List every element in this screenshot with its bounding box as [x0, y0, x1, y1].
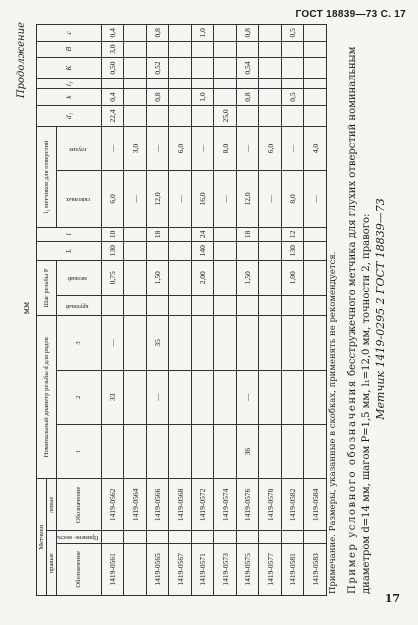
cell-c: 0,8 [146, 25, 169, 42]
cell-l: 24 [191, 227, 214, 241]
cell-B [259, 41, 282, 57]
cell-B: 3,0 [101, 41, 124, 57]
cell-row3 [191, 316, 214, 370]
cell-fine [169, 260, 192, 295]
cell-B [281, 41, 304, 57]
table-row [191, 25, 214, 596]
rotated-page [14, 18, 404, 598]
cell-right-code: 1419-0573 [214, 543, 237, 595]
cell-k [169, 89, 192, 105]
cell-K: 0,50 [101, 57, 124, 78]
cell-blind: 6,0 [169, 127, 192, 171]
cell-row3 [304, 316, 327, 370]
cell-coarse [169, 295, 192, 315]
cell-l: 18 [236, 227, 259, 241]
col-blind-cell [57, 127, 102, 171]
cell-K [259, 57, 282, 78]
cell-blind: — [236, 127, 259, 171]
cell-fine [304, 260, 327, 295]
cell-l3 [101, 79, 124, 89]
cell-d1: 22,4 [101, 105, 124, 126]
page-number: 17 [384, 592, 400, 605]
col-row3: 3 [57, 316, 102, 370]
cell-fine: 1,00 [281, 260, 304, 295]
cell-k [124, 89, 147, 105]
cell-k [259, 89, 282, 105]
cell-through: — [259, 170, 282, 227]
table-row [259, 25, 282, 596]
cell-coarse [124, 295, 147, 315]
cell-k: 1,0 [191, 89, 214, 105]
cell-k: 0,5 [281, 89, 304, 105]
cell-applic-r [146, 531, 169, 543]
cell-applic-r [214, 531, 237, 543]
cell-through: — [169, 170, 192, 227]
cell-through: 16,0 [191, 170, 214, 227]
cell-l: 18 [146, 227, 169, 241]
table-row [214, 25, 237, 596]
cell-K [281, 57, 304, 78]
cell-L [169, 241, 192, 260]
col-designation-right: Обозначение [57, 543, 102, 595]
cell-d1 [304, 105, 327, 126]
cell-row2: — [236, 370, 259, 424]
cell-right-code: 1419-0561 [101, 543, 124, 595]
cell-blind: — [101, 127, 124, 171]
cell-row2 [281, 370, 304, 424]
cell-row1 [101, 424, 124, 478]
col-right: правые [47, 531, 57, 596]
col-coarse: крупный [66, 302, 89, 309]
cell-coarse [281, 295, 304, 315]
cell-d1 [146, 105, 169, 126]
cell-applic-r [124, 531, 147, 543]
table-note: Примечание. Размеры, указанные в скобках, применять не рекомендуется. [328, 251, 338, 594]
col-fine-cell [57, 260, 102, 295]
cell-through: — [214, 170, 237, 227]
cell-coarse [304, 295, 327, 315]
cell-right-code: 1419-0583 [304, 543, 327, 595]
cell-k: 0,8 [236, 89, 259, 105]
cell-c [214, 25, 237, 42]
col-applic-right: Примене- мость [57, 534, 99, 541]
cell-c [259, 25, 282, 42]
cell-left-code: 1419-0562 [101, 479, 124, 531]
cell-K [169, 57, 192, 78]
cell-d1 [169, 105, 192, 126]
cell-row1 [304, 424, 327, 478]
cell-c [169, 25, 192, 42]
cell-L: 140 [191, 241, 214, 260]
designation-example [346, 24, 389, 594]
continuation-label: Продолжение [16, 22, 27, 99]
cell-applic-r [169, 531, 192, 543]
cell-blind: — [191, 127, 214, 171]
col-c: c [37, 25, 102, 42]
cell-row2 [124, 370, 147, 424]
cell-applic-r [101, 531, 124, 543]
cell-L [236, 241, 259, 260]
cell-c [304, 25, 327, 42]
cell-right-code: 1419-0575 [236, 543, 259, 595]
cell-blind: 3,0 [124, 127, 147, 171]
table-row [146, 25, 169, 596]
cell-row1 [259, 424, 282, 478]
col-coarse-cell [57, 295, 102, 315]
cell-l [304, 227, 327, 241]
table-row [281, 25, 304, 596]
cell-c: 1,0 [191, 25, 214, 42]
cell-l [169, 227, 192, 241]
cell-row1 [281, 424, 304, 478]
table-row [304, 25, 327, 596]
cell-l3 [281, 79, 304, 89]
cell-k: 0,4 [101, 89, 124, 105]
cell-K: 0,52 [146, 57, 169, 78]
example-heading: Пример условного обозначения [347, 379, 358, 594]
col-B: B [37, 41, 102, 57]
cell-k [214, 89, 237, 105]
cell-fine [124, 260, 147, 295]
cell-k [304, 89, 327, 105]
cell-l3 [146, 79, 169, 89]
col-left: левые [47, 479, 57, 531]
cell-L [146, 241, 169, 260]
col-through-cell [57, 170, 102, 227]
col-designation-left: Обозначение [57, 479, 102, 531]
cell-row3 [281, 316, 304, 370]
cell-row3 [214, 316, 237, 370]
col-row2: 2 [57, 370, 102, 424]
cell-applic-r [304, 531, 327, 543]
cell-l: 12 [281, 227, 304, 241]
cell-K [304, 57, 327, 78]
cell-blind: — [146, 127, 169, 171]
cell-row1 [169, 424, 192, 478]
cell-B [214, 41, 237, 57]
cell-B [304, 41, 327, 57]
cell-coarse [236, 295, 259, 315]
cell-K [214, 57, 237, 78]
cell-L [304, 241, 327, 260]
cell-B [146, 41, 169, 57]
example-text: бесстружечного метчика для глухих отверстий номинальным диаметром d=14 мм, шагом P=1,5 мм, l₁=12,0 мм, точности 2, правого: [347, 46, 372, 594]
cell-K [124, 57, 147, 78]
cell-k: 0,8 [146, 89, 169, 105]
col-fine: мелкий [68, 274, 88, 281]
cell-l3 [259, 79, 282, 89]
cell-row1 [146, 424, 169, 478]
cell-left-code: 1419-0568 [169, 479, 192, 531]
col-row1: 1 [57, 424, 102, 478]
col-L: L [37, 241, 102, 260]
cell-l3 [191, 79, 214, 89]
cell-fine: 2,00 [191, 260, 214, 295]
cell-d1 [124, 105, 147, 126]
taps-table [36, 24, 327, 596]
cell-through: — [124, 170, 147, 227]
cell-row3 [169, 316, 192, 370]
cell-c: 0,4 [101, 25, 124, 42]
col-l1: l₁ метчиков для отверстий [37, 127, 57, 228]
cell-left-code: 1419-0584 [304, 479, 327, 531]
cell-fine [214, 260, 237, 295]
cell-right-code: 1419-0567 [169, 543, 192, 595]
cell-l3 [169, 79, 192, 89]
cell-d1 [236, 105, 259, 126]
cell-d1 [259, 105, 282, 126]
cell-right-code: 1419-0581 [281, 543, 304, 595]
cell-right-code: 1419-0577 [259, 543, 282, 595]
cell-through: 12,0 [146, 170, 169, 227]
cell-left-code: 1419-0572 [191, 479, 214, 531]
cell-coarse [101, 295, 124, 315]
table-row [101, 25, 124, 596]
cell-row3: — [101, 316, 124, 370]
cell-left-code: 1419-0582 [281, 479, 304, 531]
cell-L: 130 [101, 241, 124, 260]
table-row [236, 25, 259, 596]
header-doc: ГОСТ 18839—73 [295, 9, 378, 20]
cell-row2 [169, 370, 192, 424]
cell-applic-r [191, 531, 214, 543]
col-l: l [37, 227, 102, 241]
cell-applic-r [281, 531, 304, 543]
cell-fine: 0,75 [101, 260, 124, 295]
cell-blind: 4,0 [304, 127, 327, 171]
cell-row2 [259, 370, 282, 424]
cell-right-code: 1419-0571 [191, 543, 214, 595]
cell-B [169, 41, 192, 57]
col-K: K [37, 57, 102, 78]
cell-L [259, 241, 282, 260]
cell-L [214, 241, 237, 260]
cell-l3 [124, 79, 147, 89]
cell-coarse [191, 295, 214, 315]
cell-l [259, 227, 282, 241]
cell-L [124, 241, 147, 260]
cell-through: — [304, 170, 327, 227]
cell-left-code: 1419-0574 [214, 479, 237, 531]
cell-l [124, 227, 147, 241]
col-through: сквозных [65, 196, 90, 203]
col-d1: d₁ [37, 105, 102, 126]
col-metchiki: Метчики [37, 479, 47, 596]
example-code: Метчик 1419-0295 2 ГОСТ 18839—73 [374, 198, 387, 420]
cell-row2 [191, 370, 214, 424]
cell-left-code: 1419-0564 [124, 479, 147, 531]
cell-row3 [236, 316, 259, 370]
cell-through: 12,0 [236, 170, 259, 227]
col-k: k [37, 89, 102, 105]
cell-fine: 1,50 [146, 260, 169, 295]
col-pitch: Шаг резьбы P [37, 260, 57, 316]
cell-row2 [304, 370, 327, 424]
table-row [169, 25, 192, 596]
cell-c [124, 25, 147, 42]
cell-B [191, 41, 214, 57]
header-page: С. 17 [380, 9, 406, 20]
cell-right-code [124, 543, 147, 595]
col-nominal: Номинальный диаметр резьбы d для рядов [37, 316, 57, 479]
col-applic-right-cell [57, 531, 102, 543]
col-blind: глухих [68, 145, 87, 152]
cell-row2: — [146, 370, 169, 424]
cell-blind: — [281, 127, 304, 171]
cell-l3 [236, 79, 259, 89]
cell-d1 [191, 105, 214, 126]
cell-row1 [191, 424, 214, 478]
cell-fine: 1,50 [236, 260, 259, 295]
cell-c: 0,5 [281, 25, 304, 42]
units-label: мм [22, 301, 31, 315]
cell-through: 8,0 [281, 170, 304, 227]
cell-d1: 25,0 [214, 105, 237, 126]
cell-coarse [146, 295, 169, 315]
cell-B [124, 41, 147, 57]
cell-applic-r [236, 531, 259, 543]
cell-left-code: 1419-0576 [236, 479, 259, 531]
cell-K [191, 57, 214, 78]
cell-coarse [214, 295, 237, 315]
table-row [124, 25, 147, 596]
cell-row1 [124, 424, 147, 478]
cell-row2: 33 [101, 370, 124, 424]
cell-row3 [259, 316, 282, 370]
cell-fine [259, 260, 282, 295]
cell-l3 [214, 79, 237, 89]
cell-l [214, 227, 237, 241]
cell-applic-r [259, 531, 282, 543]
cell-row1-36: 36 [236, 424, 259, 478]
cell-left-code: 1419-0578 [259, 479, 282, 531]
cell-B [236, 41, 259, 57]
cell-through: 6,0 [101, 170, 124, 227]
cell-l: 10 [101, 227, 124, 241]
cell-blind: 8,0 [214, 127, 237, 171]
cell-row1 [214, 424, 237, 478]
cell-row3 [124, 316, 147, 370]
col-l3: l₃ [37, 79, 102, 89]
cell-K: 0,54 [236, 57, 259, 78]
cell-row2 [214, 370, 237, 424]
cell-c: 0,8 [236, 25, 259, 42]
cell-row3: 35 [146, 316, 169, 370]
cell-left-code: 1419-0566 [146, 479, 169, 531]
cell-d1 [281, 105, 304, 126]
cell-right-code: 1419-0565 [146, 543, 169, 595]
cell-l3 [304, 79, 327, 89]
cell-blind: 6,0 [259, 127, 282, 171]
cell-L: 130 [281, 241, 304, 260]
cell-coarse [259, 295, 282, 315]
